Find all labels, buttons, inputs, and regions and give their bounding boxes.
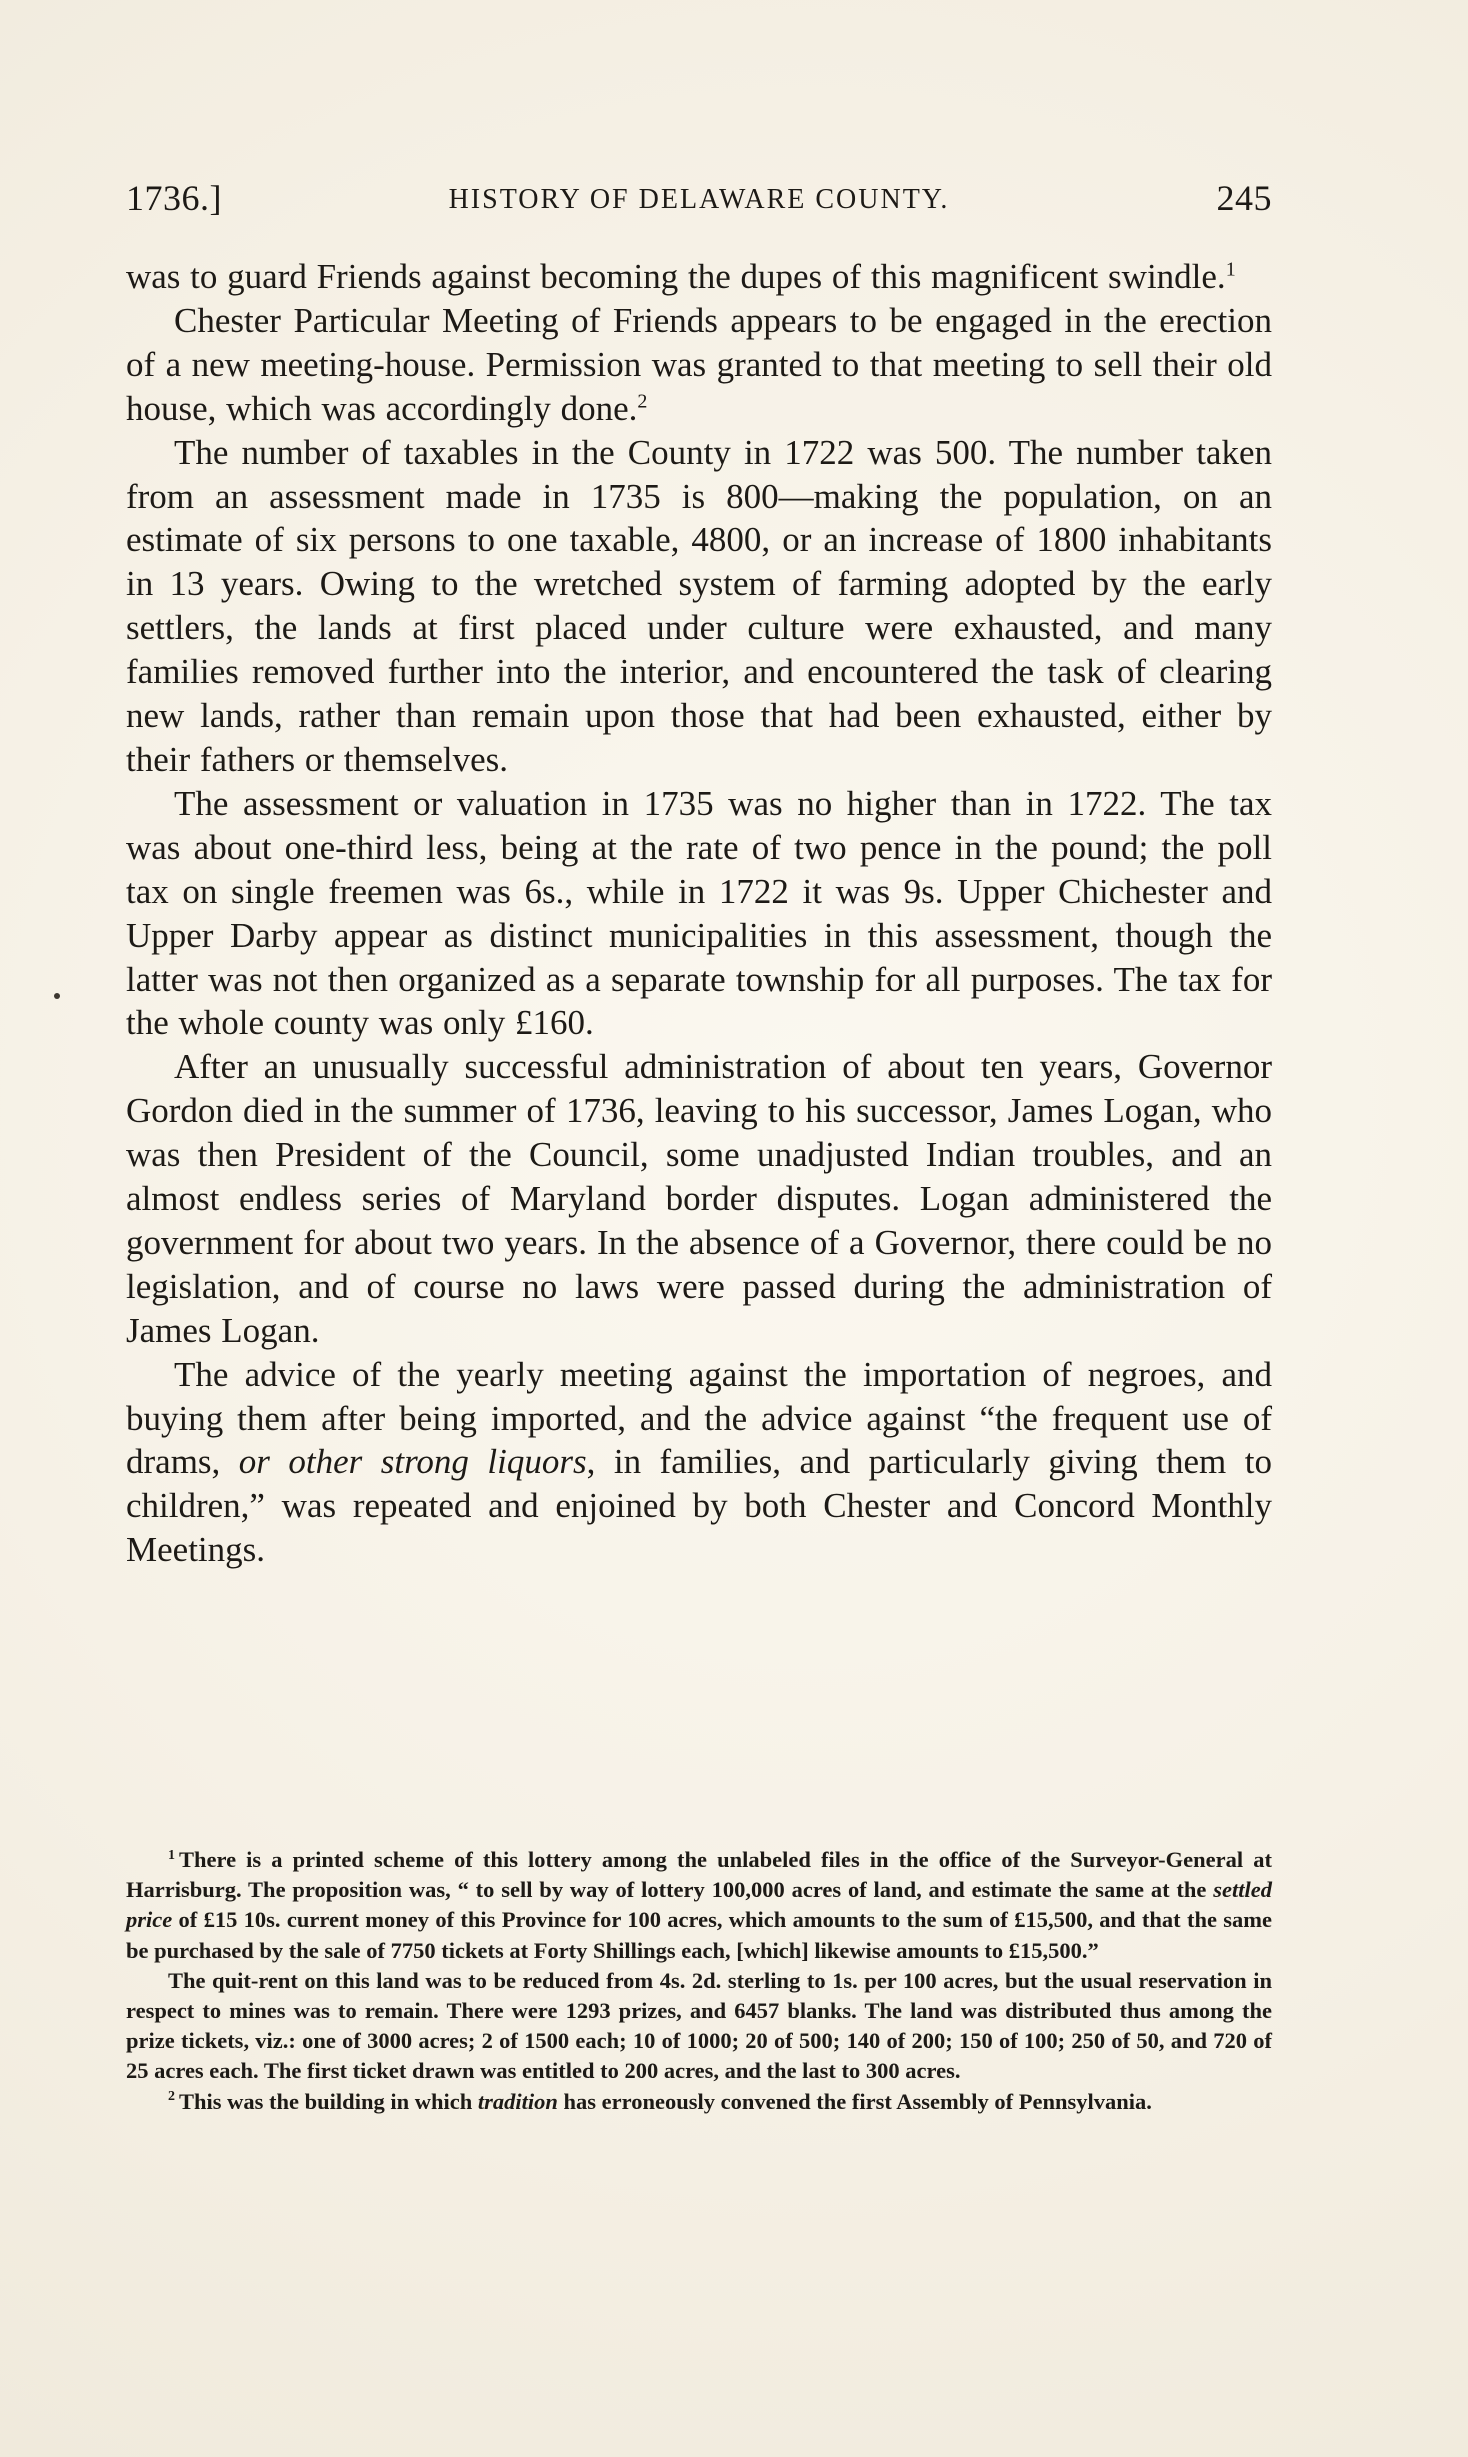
paragraph-2-text: Chester Particular Meeting of Friends appears to be engaged in the erection of a new meeting-house. Permission was granted to that meeting to sell their old house, which was accordingly done. (126, 300, 1272, 428)
footnote-1-emphasis: settled price (126, 1877, 1272, 1933)
paragraph-3: The number of taxables in the County in 1722 was 500. The number taken from an assessment made in 1735 is 800—making the population, on an estimate of six persons to one taxable, 4800, or an increase of 1800 inhabitants in 13 years. Owing to the wretched system of farming adopted by the early settlers, the lands at first placed under culture were exhausted, and many families removed further into the interior, and encountered the task of clearing new lands, rather than remain upon those that had been exhausted, either by their fathers or themselves. (126, 432, 1272, 779)
paragraph-1 (126, 255, 1272, 299)
footnote-2-emphasis: tradition (477, 2088, 558, 2114)
footnote-1 (126, 1845, 1272, 1966)
footnote-1-continuation: The quit-rent on this land was to be reduced from 4s. 2d. sterling to 1s. per 100 acres, but the usual reservation in respect to mines was to remain. There were 1293 prizes, and 6457 blanks. The land was distributed thus among the prize tickets, viz.: one of 3000 acres; 2 of 1500 each; 10 of 1000; 20 of 500; 140 of 200; 150 of 100; 250 of 50, and 720 of 25 acres each. The first ticket drawn was entitled to 200 acres, and the last to 300 acres. (126, 1967, 1272, 2084)
paragraph-6-emphasis: or other strong liquors (238, 1442, 587, 1482)
running-header (126, 178, 1272, 222)
paragraph-6-text-b: , in families, and particularly giving them to children,” was repeated and enjoined by both Chester and Concord Monthly Meetings. (126, 1442, 1272, 1570)
footnote-ref-2: 2 (637, 390, 648, 413)
header-title: HISTORY OF DELAWARE COUNTY. (448, 184, 950, 215)
paragraph-4: The assessment or valuation in 1735 was no higher than in 1722. The tax was about one-third less, being at the rate of two pence in the pound; the poll tax on single freemen was 6s., while in 1722 it was 9s. Upper Chichester and Upper Darby appear as distinct municipalities in this assessment, though the latter was not then organized as a separate township for all purposes. The tax for the whole county was only £160. (126, 783, 1272, 1043)
paragraph-1-text: was to guard Friends against becoming the dupes of this magnificent swindle. (126, 257, 1226, 296)
margin-ink-mark (54, 993, 60, 999)
footnote-1-mark: 1 (168, 1847, 175, 1863)
paragraph-6 (126, 1353, 1272, 1573)
footnote-ref-1: 1 (1225, 258, 1236, 281)
footnote-2-mark: 2 (168, 2089, 175, 2105)
main-text (126, 255, 1272, 1572)
paragraph-2 (126, 299, 1272, 431)
footnote-2-text-b: has erroneously convened the first Assembly of Pennsylvania. (557, 2088, 1152, 2114)
footnotes (126, 1845, 1272, 2117)
paragraph-5: After an unusually successful administration of about ten years, Governor Gordon died in the summer of 1736, leaving to his successor, James Logan, who was then President of the Council, some unadjusted Indian troubles, and an almost endless series of Maryland border disputes. Logan administered the government for about two years. In the absence of a Governor, there could be no legislation, and of course no laws were passed during the administration of James Logan. (126, 1047, 1272, 1350)
paragraph-6-text-a: The advice of the yearly meeting against the importation of negroes, and buying them after being imported, and the advice against “the frequent use of drams, (126, 1354, 1272, 1482)
page-number: 245 (1216, 178, 1272, 218)
footnote-2 (126, 2087, 1272, 2117)
footnote-1-text-b: of £15 10s. current money of this Province for 100 acres, which amounts to the sum of £15,500, and that the same be purchased by the sale of 7750 tickets at Forty Shillings each, [which] likewise amounts to £15,500.” (126, 1907, 1272, 1963)
header-year: 1736.] (126, 178, 222, 218)
footnote-1-text-a: There is a printed scheme of this lottery among the unlabeled files in the office of the Surveyor-General at Harrisburg. The proposition was, “ to sell by way of lottery 100,000 acres of land, and estimate the same at the (126, 1847, 1272, 1903)
footnote-2-text-a: This was the building in which (179, 2088, 478, 2114)
